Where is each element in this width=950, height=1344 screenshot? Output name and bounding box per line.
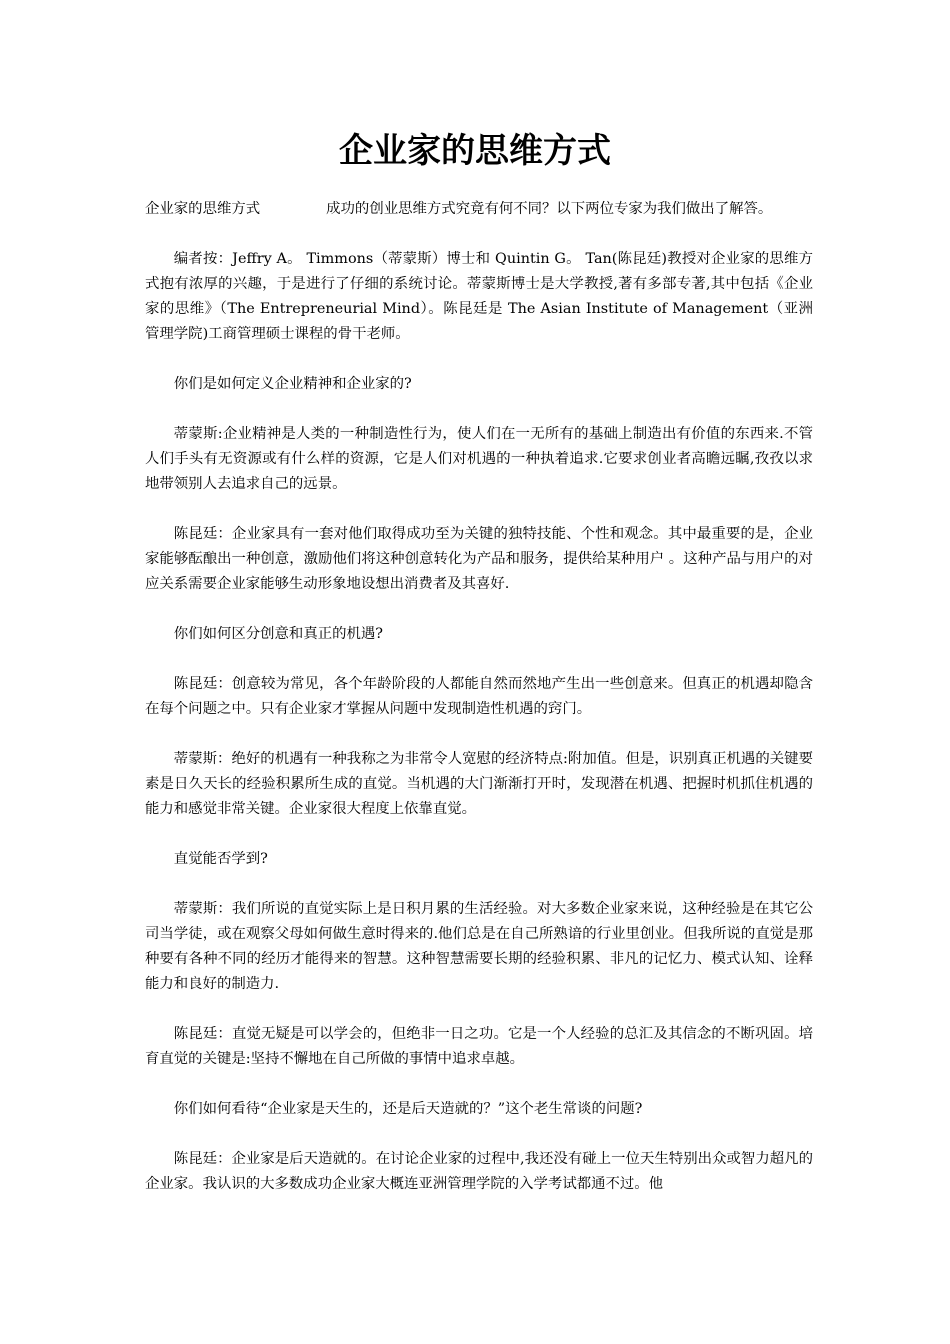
answer-tan-1: 陈昆廷：企业家具有一套对他们取得成功至为关键的独特技能、个性和观念。其中最重要的是，企业家能够酝酿出一种创意，激励他们将这种创意转化为产品和服务，提供给某种用户 。这种产品与用户的对应关系需要企业家能够生动形象地设想出消费者及其喜好. — [145, 526, 813, 592]
answer-timmons-1: 蒂蒙斯:企业精神是人类的一种制造性行为，使人们在一无所有的基础上制造出有价值的东西来.不管人们手头有无资源或有什么样的资源，它是人们对机遇的一种执着追求.它要求创业者高瞻远瞩,孜孜以求地带领别人去追求自己的远景。 — [145, 426, 813, 492]
document-body — [145, 197, 813, 1222]
answer-timmons-2: 蒂蒙斯：绝好的机遇有一种我称之为非常令人宽慰的经济特点:附加值。但是，识别真正机遇的关键要素是日久天长的经验积累所生成的直觉。当机遇的大门渐渐打开时，发现潜在机遇、把握时机抓住机遇的能力和感觉非常关键。企业家很大程度上依靠直觉。 — [145, 751, 813, 817]
paragraph-editor-note: 编者按：Jeffry A。 Timmons（蒂蒙斯）博士和 Quintin G。 Tan(陈昆廷)教授对企业家的思维方式抱有浓厚的兴趣，于是进行了仔细的系统讨论。蒂蒙斯博士是大学教授,著有多部专著,其中包括《企业家的思维》（The Entrepreneurial Mind）。陈昆廷是 The Asian Institute of Management（亚洲管理学院)工商管理硕士课程的骨干老师。 — [145, 251, 813, 342]
intro-text: 成功的创业思维方式究竟有何不同？以下两位专家为我们做出了解答。 — [326, 201, 773, 217]
question-4: 你们如何看待“企业家是天生的，还是后天造就的？”这个老生常谈的问题? — [173, 1101, 643, 1117]
answer-tan-4: 陈昆廷：企业家是后天造就的。在讨论企业家的过程中,我还没有碰上一位天生特别出众或智力超凡的企业家。我认识的大多数成功企业家大概连亚洲管理学院的入学考试都通不过。他 — [145, 1151, 813, 1192]
question-3: 直觉能否学到? — [173, 851, 268, 867]
intro-paragraph — [145, 197, 813, 222]
question-1: 你们是如何定义企业精神和企业家的? — [173, 376, 412, 392]
answer-timmons-3: 蒂蒙斯：我们所说的直觉实际上是日积月累的生活经验。对大多数企业家来说，这种经验是在其它公司当学徒，或在观察父母如何做生意时得来的.他们总是在自己所熟谙的行业里创业。但我所说的直觉是那种要有各种不同的经历才能得来的智慧。这种智慧需要长期的经验积累、非凡的记忆力、模式认知、诠释能力和良好的制造力. — [145, 901, 813, 992]
document-title: 企业家的思维方式 — [339, 131, 611, 171]
answer-tan-2: 陈昆廷：创意较为常见，各个年龄阶段的人都能自然而然地产生出一些创意来。但真正的机遇却隐含在每个问题之中。只有企业家才掌握从问题中发现制造性机遇的窍门。 — [145, 676, 813, 717]
question-2: 你们如何区分创意和真正的机遇? — [173, 626, 383, 642]
answer-tan-3: 陈昆廷：直觉无疑是可以学会的，但绝非一日之功。它是一个人经验的总汇及其信念的不断巩固。培育直觉的关键是:坚持不懈地在自己所做的事情中追求卓越。 — [145, 1026, 813, 1067]
intro-heading: 企业家的思维方式 — [145, 201, 261, 217]
